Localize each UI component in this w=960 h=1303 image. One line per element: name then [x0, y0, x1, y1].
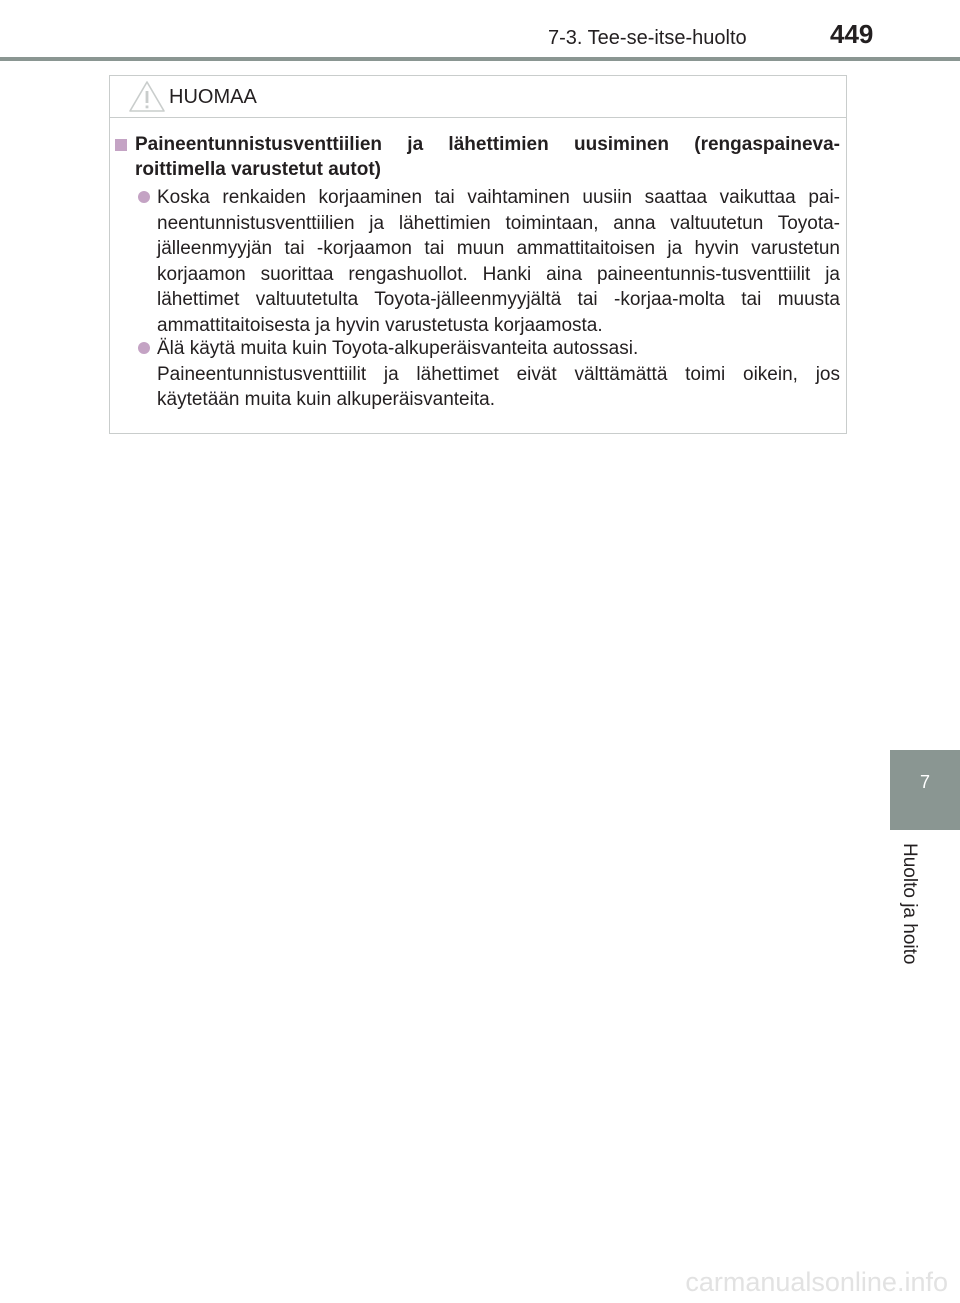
notice-title: HUOMAA: [169, 86, 257, 108]
notice-box: [109, 75, 847, 434]
list-item-text: Älä käytä muita kuin Toyota-alkuperäisvanteita autossasi. Paineentunnistusventtiilit ja lähettimet eivät välttämättä toimi oikein, jos käytetään muita kuin alkuperäisvanteita.: [157, 338, 840, 410]
chapter-tab: [890, 750, 960, 830]
chapter-number: 7: [919, 772, 930, 792]
warning-triangle-icon: [128, 80, 166, 113]
notice-heading-text: Paineentunnistusventtiilien ja lähettimien uusiminen (rengaspaineva-roittimella varustetut autot): [135, 134, 840, 180]
section-title: 7-3. Tee-se-itse-huolto: [548, 27, 747, 49]
page-number: 449: [830, 19, 874, 49]
watermark: carmanualsonline.info: [685, 1267, 948, 1297]
list-item: [138, 185, 840, 338]
round-bullet-icon: [138, 191, 150, 203]
list-item: [138, 336, 840, 413]
header-divider: [0, 57, 960, 61]
notice-heading: [115, 132, 840, 182]
square-bullet-icon: [115, 139, 127, 151]
list-item-text: Koska renkaiden korjaaminen tai vaihtaminen uusiin saattaa vaikuttaa pai-neentunnistusventtiilien ja lähettimien toimintaan, anna valtuutetun Toyota-jälleenmyyjän tai -korjaamon tai muun ammattitaitoisen ja hyvin varustetun korjaamon suorittaa rengashuollot. Hanki aina paineentunnis-tusventtiilit ja lähettimet valtuutetulta Toyota-jälleenmyyjältä tai -korjaa-molta tai muusta ammattitaitoisesta ja hyvin varustetusta korjaamosta.: [157, 187, 840, 336]
chapter-label: Huolto ja hoito: [899, 843, 920, 965]
round-bullet-icon: [138, 342, 150, 354]
notice-header: [110, 76, 846, 118]
